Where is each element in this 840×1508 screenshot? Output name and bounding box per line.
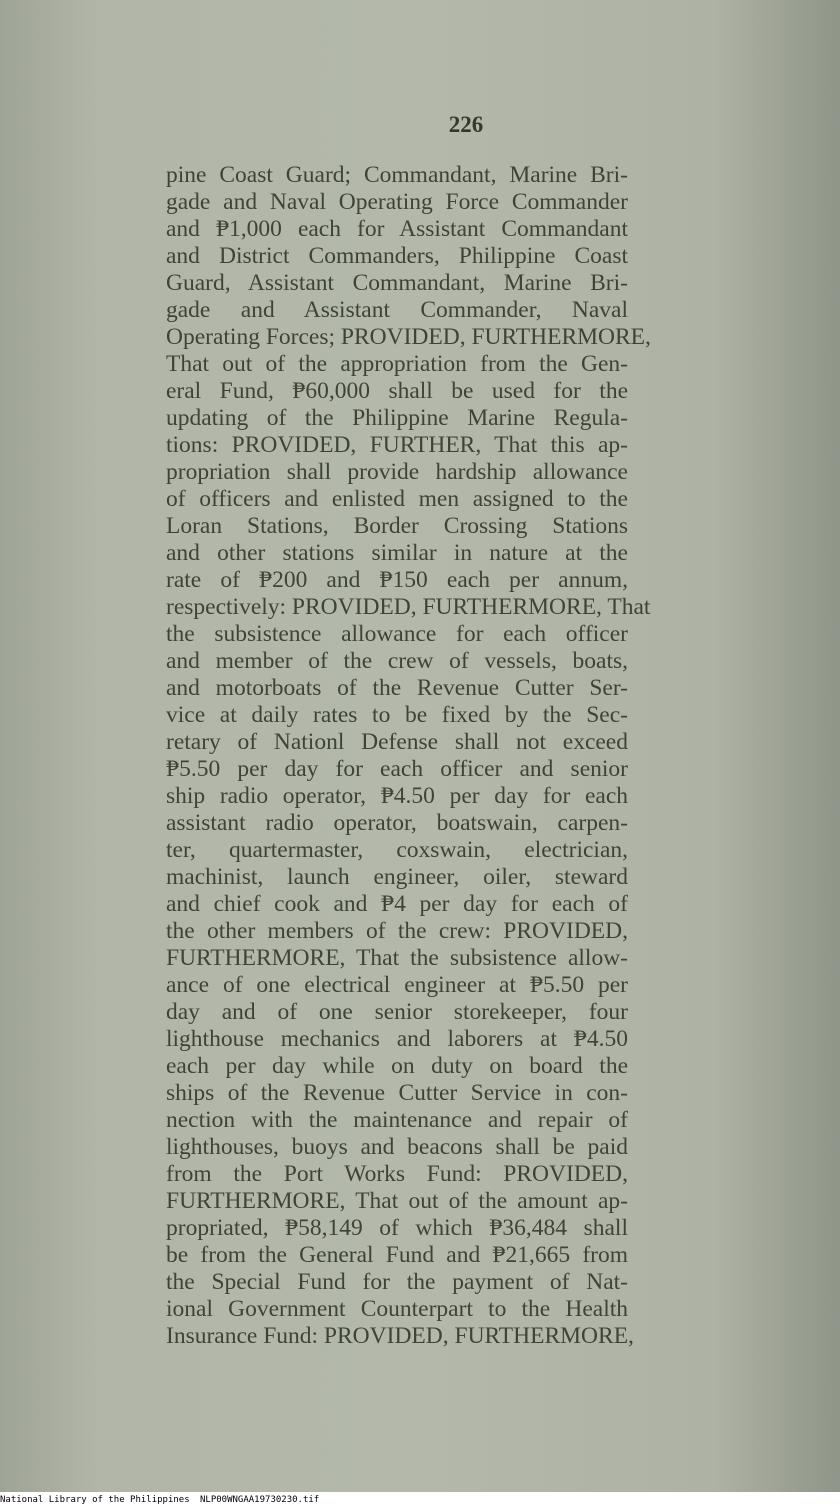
text-line: FURTHERMORE, That out of the amount ap- (166, 1188, 628, 1214)
text-line: pine Coast Guard; Commandant, Marine Bri- (166, 162, 628, 188)
text-line: Insurance Fund: PROVIDED, FURTHERMORE, (166, 1323, 634, 1349)
text-line: retary of Nationl Defense shall not exceed (166, 729, 628, 755)
text-line: of officers and enlisted men assigned to the (166, 486, 628, 512)
text-line: eral Fund, ₱60,000 shall be used for the (166, 378, 628, 404)
text-line: and District Commanders, Philippine Coast (166, 243, 628, 269)
text-line: ional Government Counterpart to the Health (166, 1296, 628, 1322)
text-line: updating of the Philippine Marine Regula- (166, 405, 628, 431)
page-number: 226 (448, 112, 484, 137)
text-line: respectively: PROVIDED, FURTHERMORE, That (166, 594, 651, 620)
text-line: gade and Naval Operating Force Commander (166, 189, 628, 215)
text-line: the other members of the crew: PROVIDED, (166, 918, 628, 944)
text-line: machinist, launch engineer, oiler, steward (166, 864, 628, 890)
text-line: Guard, Assistant Commandant, Marine Bri- (166, 270, 628, 296)
text-line: ter, quartermaster, coxswain, electrician, (166, 837, 628, 863)
text-line: ships of the Revenue Cutter Service in con- (166, 1080, 628, 1106)
footer-library-name: National Library of the Philippines (0, 1495, 190, 1505)
text-line: and member of the crew of vessels, boats, (166, 648, 628, 674)
text-line: Operating Forces; PROVIDED, FURTHERMORE, (166, 324, 651, 350)
text-line: ship radio operator, ₱4.50 per day for each (166, 783, 628, 809)
text-line: the subsistence allowance for each officer (166, 621, 628, 647)
text-line: and chief cook and ₱4 per day for each of (166, 891, 628, 917)
text-line: That out of the appropriation from the Gen- (166, 351, 628, 377)
text-line: ance of one electrical engineer at ₱5.50 per (166, 972, 628, 998)
text-line: ₱5.50 per day for each officer and senior (166, 756, 628, 782)
footer-file-id: NLP00WNGAA19730230.tif (200, 1495, 320, 1505)
text-line: propriation shall provide hardship allowance (166, 459, 628, 485)
scan-footer (0, 1492, 840, 1508)
text-line: be from the General Fund and ₱21,665 from (166, 1242, 628, 1268)
text-line: rate of ₱200 and ₱150 each per annum, (166, 567, 628, 593)
text-line: lighthouse mechanics and laborers at ₱4.50 (166, 1026, 628, 1052)
text-line: tions: PROVIDED, FURTHER, That this ap- (166, 432, 628, 458)
text-line: assistant radio operator, boatswain, carpen- (166, 810, 628, 836)
text-line: day and of one senior storekeeper, four (166, 999, 628, 1025)
text-line: gade and Assistant Commander, Naval (166, 297, 628, 323)
text-line: Loran Stations, Border Crossing Stations (166, 513, 628, 539)
text-line: nection with the maintenance and repair of (166, 1107, 628, 1133)
text-line: and ₱1,000 each for Assistant Commandant (166, 216, 628, 242)
text-line: the Special Fund for the payment of Nat- (166, 1269, 628, 1295)
text-line: and motorboats of the Revenue Cutter Ser- (166, 675, 628, 701)
text-line: propriated, ₱58,149 of which ₱36,484 shall (166, 1215, 628, 1241)
text-line: FURTHERMORE, That the subsistence allow- (166, 945, 628, 971)
text-line: and other stations similar in nature at the (166, 540, 628, 566)
text-line: each per day while on duty on board the (166, 1053, 628, 1079)
text-line: from the Port Works Fund: PROVIDED, (166, 1161, 628, 1187)
text-line: vice at daily rates to be fixed by the Sec- (166, 702, 628, 728)
text-line: lighthouses, buoys and beacons shall be paid (166, 1134, 628, 1160)
